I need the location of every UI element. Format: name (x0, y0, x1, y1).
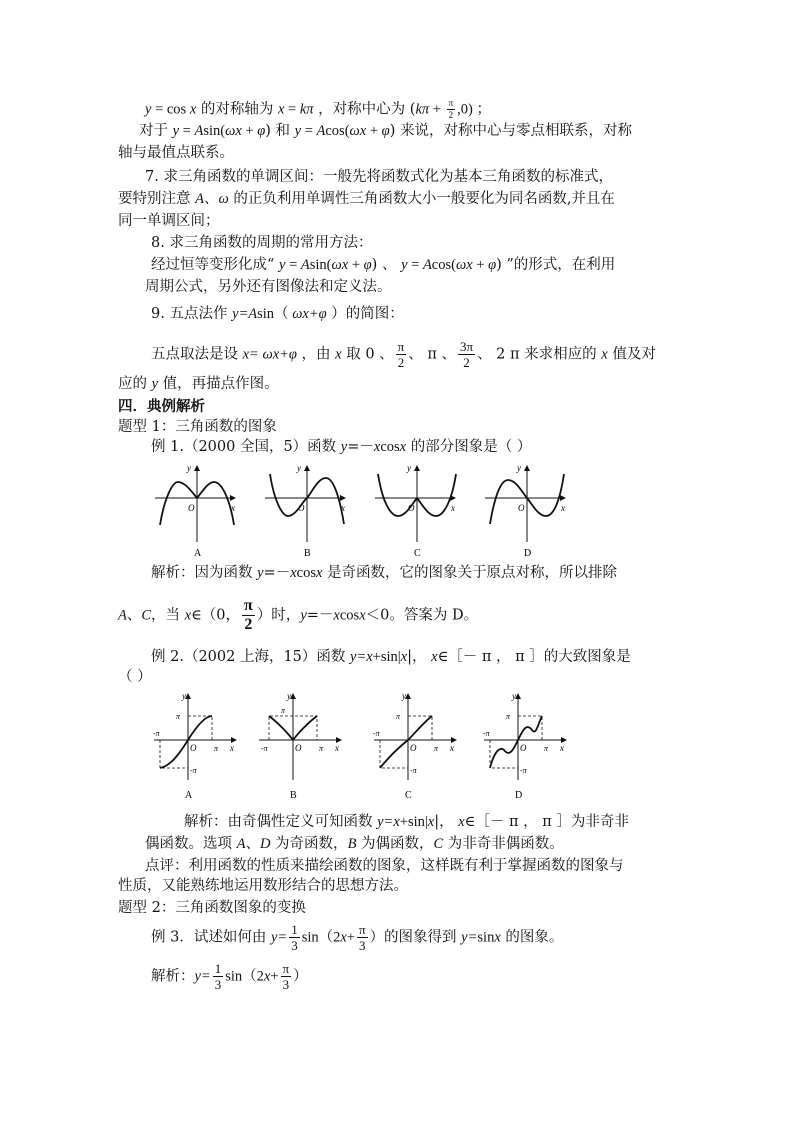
option-label: C (405, 790, 412, 801)
axis-label-y: y (297, 463, 301, 473)
text: ∈（0， (191, 607, 241, 624)
text: + (348, 257, 364, 273)
var: y (340, 439, 348, 455)
figure-2-graphs (150, 688, 580, 803)
var: y=A (232, 306, 258, 322)
var: x (263, 968, 271, 985)
solution-2 (184, 812, 629, 832)
var: φ (363, 257, 372, 273)
item-7-line-2 (118, 189, 615, 209)
comment-line-2: 性质，又能熟练地运用数形结合的思想方法。 (118, 878, 408, 894)
var: y (172, 123, 180, 139)
text: ，当 (151, 607, 185, 624)
var: y= (461, 929, 478, 946)
text: sin（ (257, 306, 293, 322)
axis-label-y: y (517, 463, 521, 473)
text: |， (407, 649, 432, 665)
text: cos (339, 607, 360, 624)
var: A (118, 607, 127, 624)
text: =－ (306, 607, 334, 624)
text: ，由 (296, 346, 336, 363)
axis-label-x: x (561, 503, 565, 513)
var: φ (257, 123, 266, 139)
var: x (290, 565, 297, 581)
fraction-pi-over-2: $\frac{\pi}{2}$ (397, 339, 405, 370)
option-label: C (414, 548, 421, 559)
neg-pi-label: -π (373, 729, 380, 738)
var: y (294, 123, 302, 139)
var: x (333, 607, 340, 624)
text: cos( (325, 123, 350, 139)
topic-2-heading: 题型 2：三角函数图象的变换 (118, 900, 306, 916)
var: D (259, 836, 271, 852)
var: y (151, 376, 159, 392)
pi-label: π (281, 706, 286, 715)
axis-label-x: x (560, 743, 564, 753)
text: +sin| (372, 649, 401, 665)
fraction-3pi-over-2: $\frac{3\pi}{2}$ (460, 339, 474, 370)
text: = (285, 257, 301, 273)
var: A (316, 123, 326, 139)
text: 偶函数。选项 (145, 836, 237, 852)
var: ω (218, 191, 229, 207)
var: x (399, 439, 407, 455)
neg-pi-label: -π (483, 729, 490, 738)
item-8-line-2 (151, 255, 615, 275)
comment-line: 点评：利用函数的性质来描绘函数的图象，这样既有利于掌握函数的图象与 (145, 858, 624, 874)
text: 、 (245, 836, 260, 852)
text: ) 和 (265, 123, 295, 139)
text: = (284, 101, 300, 118)
example-1 (151, 437, 531, 457)
var: y (401, 257, 408, 273)
text: ∈［－ π ， π ］的大致图象是 (437, 649, 631, 665)
text: + (346, 929, 355, 946)
text: ）的图象得到 (369, 929, 462, 946)
neg-pi-label: -π (261, 744, 268, 753)
var: x (601, 346, 608, 363)
var: ωx (331, 257, 349, 273)
item-7-line: 7. 求三角函数的单调区间：一般先将函数式化为基本三角函数的标准式， (145, 169, 613, 185)
text: 值，再描点作图。 (158, 376, 279, 392)
var: y (300, 607, 307, 624)
paragraph-line: 轴与最值点联系。 (118, 145, 234, 161)
text: 例 3．试述如何由 (151, 929, 271, 946)
text: 的对称轴为 (196, 101, 278, 118)
text: ) ”的形式，在利用 (496, 257, 616, 273)
graph-option-b (259, 691, 341, 801)
text: cos (380, 439, 400, 455)
axis-label-x: x (335, 743, 339, 753)
text: ,0) ； (457, 101, 491, 118)
fraction-pi-over-2: $\frac{\pi}{2}$ (244, 597, 253, 633)
option-label: A (185, 790, 193, 801)
option-label: A (194, 548, 202, 559)
text: 应的 (118, 376, 152, 392)
axis-label-y: y (182, 691, 186, 701)
origin-label: O (410, 743, 417, 753)
text: 9. 五点法作 (151, 306, 233, 322)
origin-label: O (298, 503, 305, 513)
text: =－ (263, 565, 291, 581)
var: x (315, 565, 323, 581)
var: A (300, 257, 310, 273)
text: 例 2.（2002 上海，15）函数 (151, 649, 351, 665)
origin-label: O (188, 503, 195, 513)
graph-option-a (155, 463, 235, 559)
text: 取 0 、 (341, 346, 394, 363)
var: A (194, 123, 204, 139)
neg-pi-label: -π (153, 729, 160, 738)
k-pi: kπ (299, 101, 314, 118)
text: cos (296, 565, 316, 581)
var: y= (194, 968, 211, 985)
item-7-line-3: 同一单调区间； (118, 213, 220, 229)
origin-label: O (518, 503, 525, 513)
text: ）时， (256, 607, 301, 624)
axis-label-y: y (287, 691, 291, 701)
option-label: D (524, 548, 532, 559)
text: 、 2 π 来求相应的 (477, 346, 602, 363)
var: A (236, 836, 246, 852)
text: cos( (431, 257, 456, 273)
pi-label: π (214, 744, 219, 753)
text: ） (293, 968, 308, 985)
var: y (257, 565, 264, 581)
example-3 (151, 923, 563, 952)
text: = cos (151, 101, 190, 118)
text: 的正负利用单调性三角函数大小一般要化为同名函数,并且在 (228, 191, 615, 207)
graph-option-d (483, 691, 566, 801)
solution-1 (151, 563, 617, 583)
text: 为非奇非偶函数。 (443, 836, 564, 852)
var: x (431, 649, 438, 665)
var: x (494, 929, 501, 946)
var: y= (270, 929, 288, 946)
var-y: y (145, 101, 152, 118)
origin-label: O (520, 743, 527, 753)
neg-pi-label: -π (410, 766, 417, 775)
text: 的部分图象是（ ） (406, 439, 532, 455)
k-pi: kπ (415, 101, 430, 118)
pi-label: π (544, 744, 549, 753)
text: =－ (347, 439, 374, 455)
text: sin（2 (225, 968, 264, 985)
five-point-line (151, 340, 656, 369)
var: x (458, 814, 465, 830)
graph-option-c (375, 463, 456, 559)
axis-label-x: x (451, 503, 455, 513)
text: ＜0。答案为 D。 (365, 607, 479, 624)
var: y=x (377, 814, 400, 830)
section-heading: 四．典例解析 (118, 399, 205, 415)
text: sin (477, 929, 495, 946)
text: +sin| (399, 814, 428, 830)
var: x (340, 929, 347, 946)
text: + (366, 123, 382, 139)
text: 例 1.（2000 全国，5）函数 (151, 439, 341, 455)
option-label: B (290, 790, 297, 801)
var-x: x (189, 101, 197, 118)
text: + (429, 101, 445, 118)
symmetry-general-line (139, 121, 632, 141)
var: x (400, 649, 408, 665)
text: sin( (309, 257, 332, 273)
text: 解析：由奇偶性定义可知函数 (184, 814, 378, 830)
text: 对于 (139, 123, 173, 139)
text: 、 π 、 (408, 346, 456, 363)
text: + (241, 123, 258, 139)
pi-label: π (176, 712, 181, 721)
axis-label-x: x (230, 743, 234, 753)
graph-option-b (265, 463, 345, 559)
pi-label: π (396, 712, 401, 721)
var: φ (381, 123, 390, 139)
text: ，对称中心为 ( (313, 101, 416, 118)
solution-2-line-2 (145, 834, 564, 854)
symmetry-line-cos (145, 99, 491, 120)
origin-label: O (190, 743, 197, 753)
var: ωx+φ (258, 346, 297, 363)
text: 要特别注意 (118, 191, 196, 207)
item-9-line (151, 304, 404, 324)
var: x (359, 607, 366, 624)
var: ωx (349, 123, 367, 139)
item-8-line-3: 周期公式，另外还有图像法和定义法。 (145, 279, 392, 295)
var: y=x (350, 649, 373, 665)
text: ∈［－ π ， π ］为非奇非 (464, 814, 629, 830)
var-x: x (277, 101, 285, 118)
var: C (141, 607, 152, 624)
var: ωx (225, 123, 242, 139)
fraction-pi-over-3: $\frac{\pi}{3}$ (358, 922, 366, 953)
axis-label-y: y (187, 463, 191, 473)
text: = (407, 257, 423, 273)
axis-label-y: y (407, 463, 411, 473)
graph-option-a (153, 691, 236, 801)
text: 的图象。 (500, 929, 564, 946)
var: y (279, 257, 286, 273)
var: A (422, 257, 432, 273)
text: 、 (126, 607, 142, 624)
var: x= (242, 346, 259, 363)
var: x (184, 607, 192, 624)
solution-3 (151, 962, 308, 991)
var: ωx (455, 257, 473, 273)
text: 为奇函数， (270, 836, 348, 852)
axis-label-x: x (450, 743, 454, 753)
fraction-pi-over-2: $\frac{\pi}{2}$ (448, 98, 454, 120)
text: |， (434, 814, 459, 830)
fraction-pi-over-3: $\frac{\pi}{3}$ (282, 961, 290, 992)
fraction-1-over-3: $\frac{1}{3}$ (214, 961, 222, 992)
text: 五点取法是设 (151, 346, 243, 363)
origin-label: O (408, 503, 415, 513)
var: ωx+φ (292, 306, 327, 322)
neg-pi-label: -π (520, 766, 527, 775)
origin-label: O (295, 743, 302, 753)
neg-pi-label: -π (190, 766, 197, 775)
text: 解析： (151, 968, 195, 985)
text: ) 、 (371, 257, 402, 273)
pi-label: π (319, 744, 324, 753)
axis-label-x: x (231, 503, 235, 513)
pi-label: π (506, 712, 511, 721)
text: 经过恒等变形化成“ (151, 257, 280, 273)
text: = (301, 123, 317, 139)
text: = (179, 123, 195, 139)
var: B (347, 836, 357, 852)
var: C (433, 836, 444, 852)
text: sin( (203, 123, 226, 139)
axis-label-x: x (341, 503, 345, 513)
text: ) 来说，对称中心与零点相联系，对称 (389, 123, 632, 139)
text: 、 (203, 191, 219, 207)
figure-1-graphs (150, 460, 710, 560)
text: 解析：因为函数 (151, 565, 258, 581)
text: + (472, 257, 489, 273)
text: ）的简图： (326, 306, 404, 322)
text: 值及对 (607, 346, 656, 363)
var: A (195, 191, 204, 207)
example-2-line-2: （ ） (118, 669, 152, 685)
example-2 (151, 647, 631, 667)
var: x (335, 346, 342, 363)
text: + (270, 968, 279, 985)
axis-label-y: y (402, 691, 406, 701)
text: 为偶函数， (356, 836, 434, 852)
var: x (373, 439, 381, 455)
item-8-line: 8. 求三角函数的周期的常用方法： (151, 235, 373, 251)
text: sin（2 (301, 929, 341, 946)
topic-1-heading: 题型 1：三角函数的图象 (118, 419, 277, 435)
graph-option-d (485, 463, 565, 559)
option-label: B (304, 548, 311, 559)
five-point-line-2 (118, 374, 279, 394)
text: 是奇函数，它的图象关于原点对称，所以排除 (322, 565, 618, 581)
option-label: D (515, 790, 523, 801)
graph-option-c (373, 691, 456, 801)
var: φ (488, 257, 497, 273)
solution-1-line-2 (118, 598, 478, 633)
fraction-1-over-3: $\frac{1}{3}$ (291, 922, 298, 953)
var: x (427, 814, 435, 830)
axis-label-y: y (512, 691, 516, 701)
pi-label: π (434, 744, 439, 753)
